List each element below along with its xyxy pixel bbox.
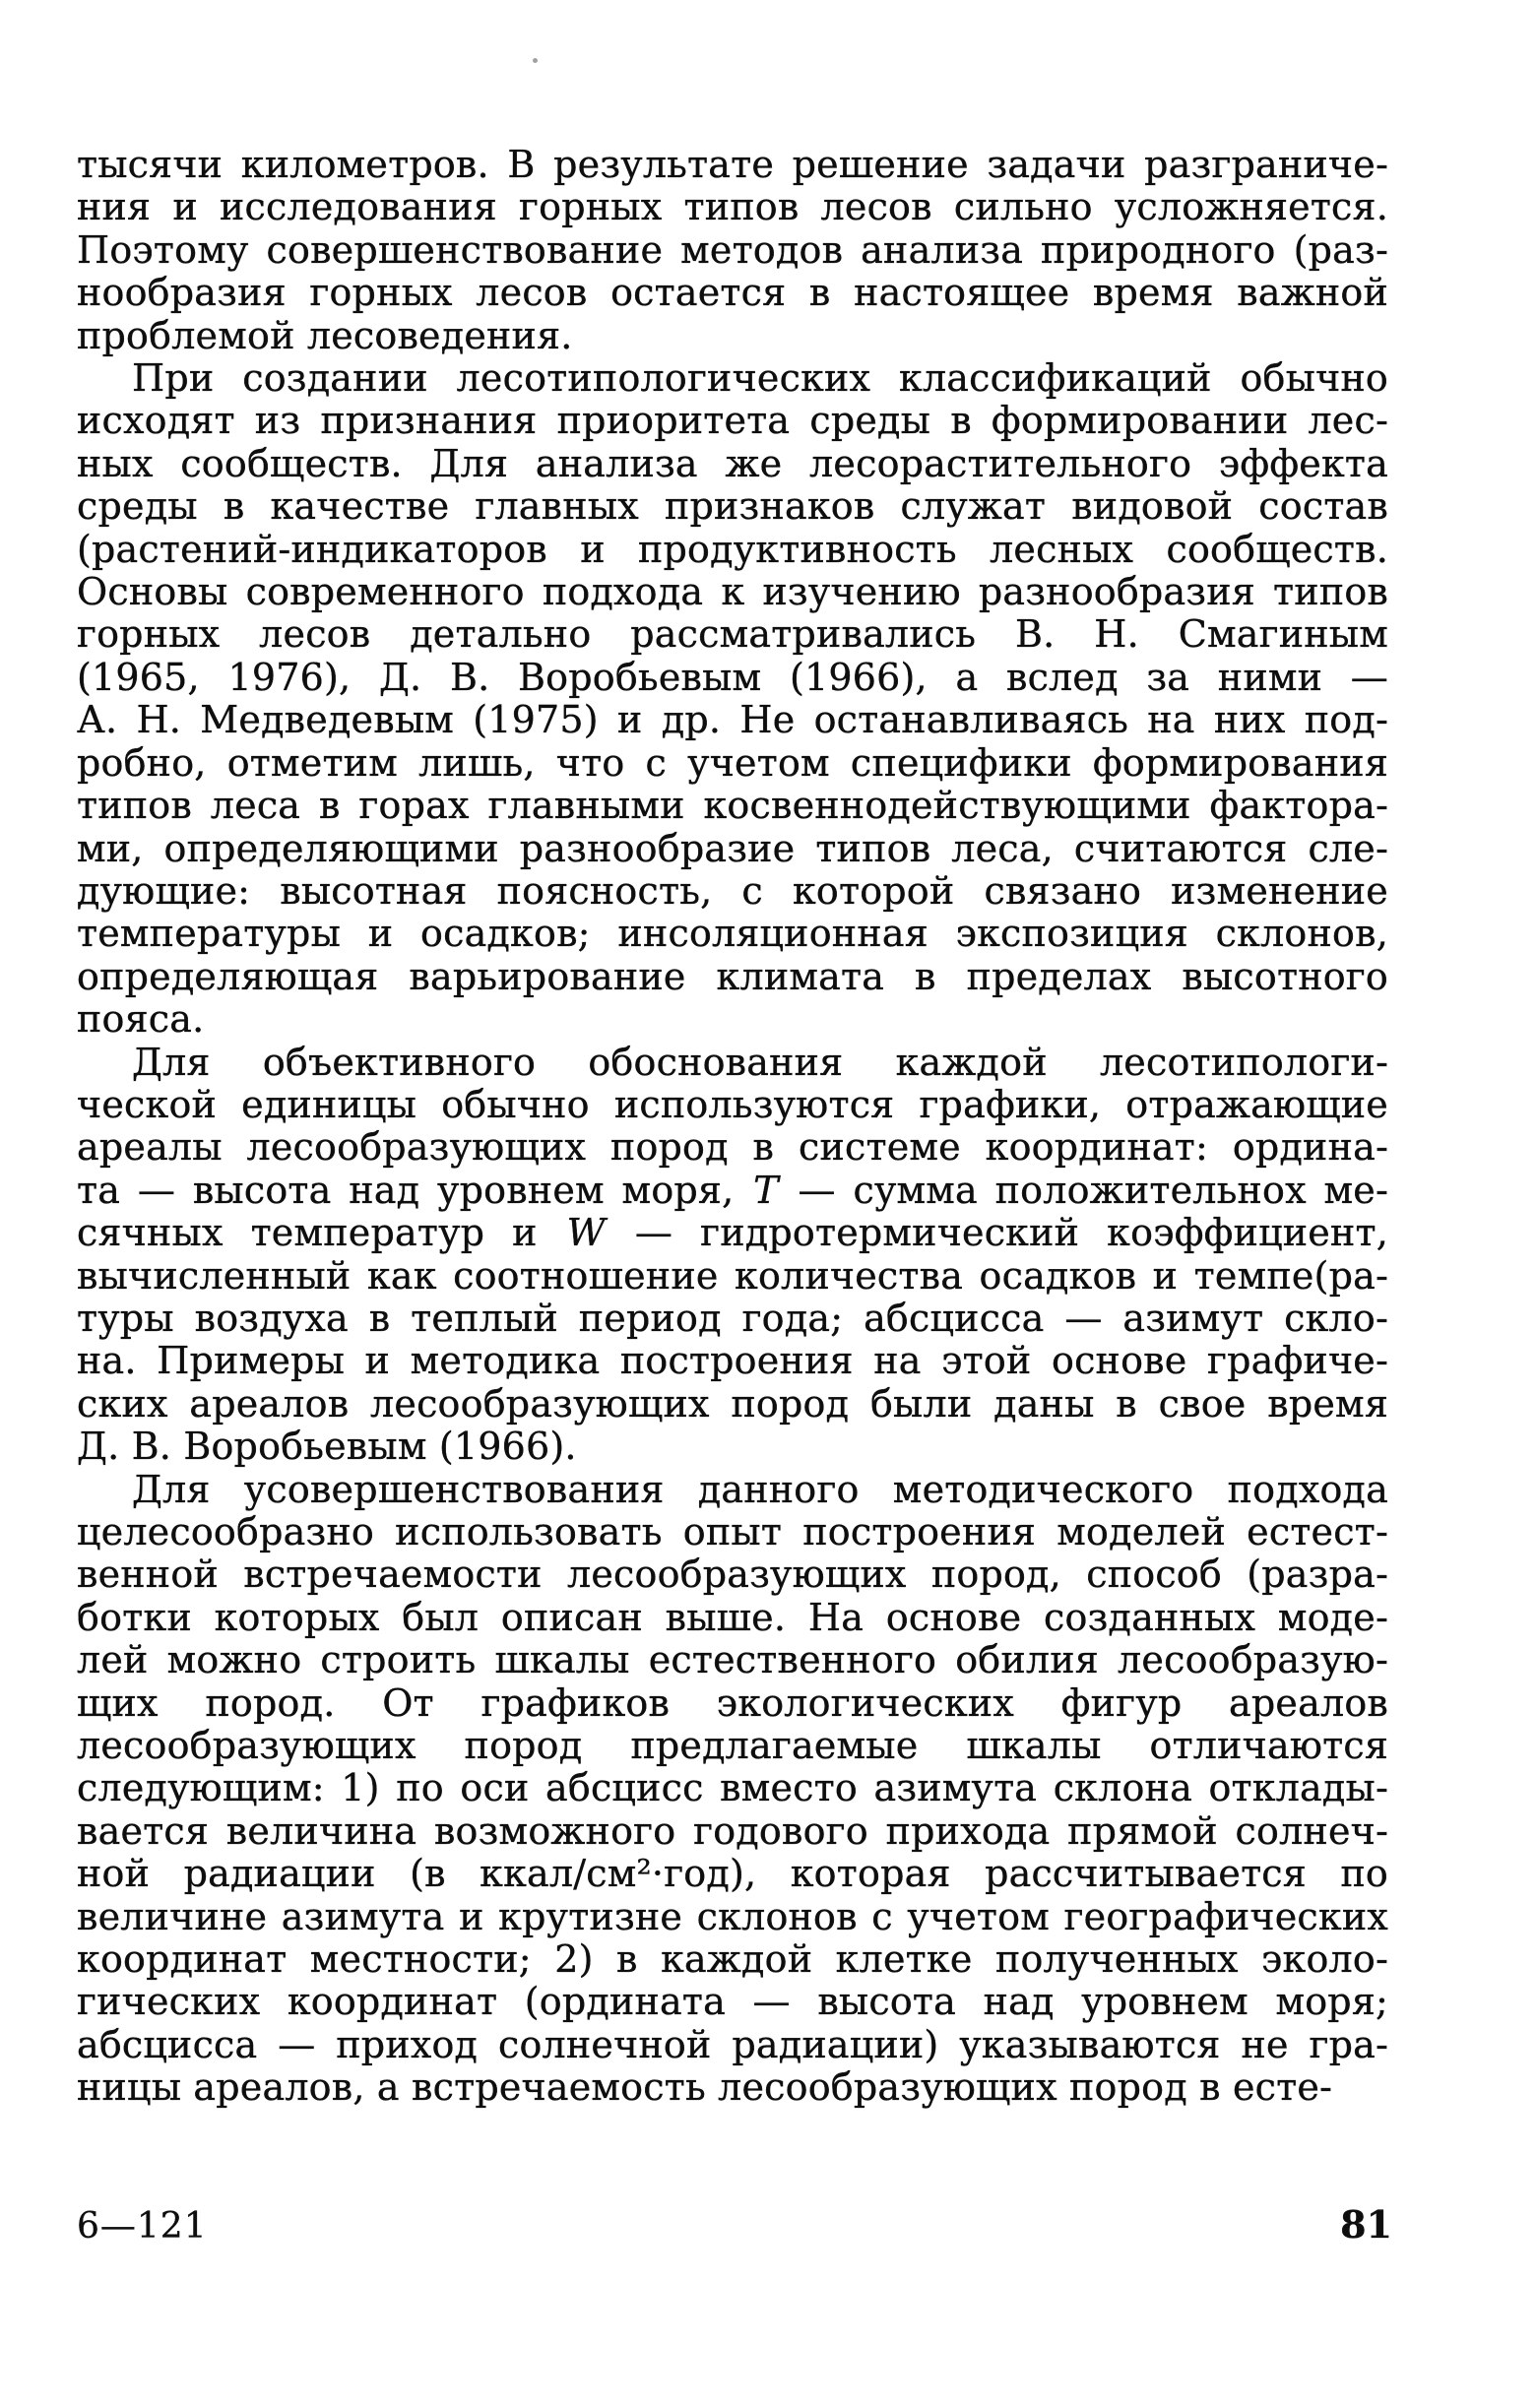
- text-line: вается величина возможного годового прихода прямой солнеч-: [77, 1808, 1388, 1853]
- text-line: ботки которых был описан выше. На основе созданных моде-: [77, 1595, 1388, 1639]
- page-footer: [77, 2202, 1392, 2247]
- text-line: определяющая варьирование климата в пределах высотного: [77, 954, 1388, 998]
- text-line: робно, отметим лишь, что с учетом специфики формирования: [77, 740, 1388, 785]
- page-number: 81: [1340, 2202, 1392, 2247]
- print-signature: 6—121: [77, 2206, 208, 2247]
- text-line: ми, определяющими разнообразие типов леса, считаются сле-: [77, 826, 1388, 870]
- text-line: лесообразующих пород предлагаемые шкалы отличаются: [77, 1724, 1388, 1768]
- text-line: Д. В. Воробьевым (1966).: [77, 1425, 577, 1469]
- text-line: вычисленный как соотношение количества осадков и темпе(ра-: [77, 1253, 1388, 1298]
- text-line: сячных температур и W — гидротермический коэффициент,: [77, 1211, 1388, 1255]
- text-line: та — высота над уровнем моря, T — сумма положительнох ме-: [77, 1168, 1388, 1212]
- text-line: проблемой лесоведения.: [77, 313, 573, 357]
- text-line: (растений-индикаторов и продуктивность лесных сообществ.: [77, 527, 1388, 571]
- text-line: венной встречаемости лесообразующих пород, способ (разра-: [77, 1553, 1388, 1597]
- text-line: (1965, 1976), Д. В. Воробьевым (1966), а вслед за ними —: [77, 655, 1388, 699]
- text-line: При создании лесотипологических классификаций обычно: [132, 356, 1388, 401]
- text-line: координат местности; 2) в каждой клетке полученных эколо-: [77, 1937, 1388, 1982]
- text-line: на. Примеры и методика построения на этой основе графиче-: [77, 1339, 1388, 1383]
- text-line: Для объективного обоснования каждой лесотипологи-: [132, 1040, 1388, 1084]
- text-line: ния и исследования горных типов лесов сильно усложняется.: [77, 185, 1388, 229]
- math-variable: T: [753, 1168, 779, 1212]
- text-line: нообразия горных лесов остается в настоящее время важной: [77, 271, 1388, 315]
- text-line: тысячи километров. В результате решение задачи разграниче-: [77, 143, 1388, 186]
- text-line: температуры и осадков; инсоляционная экспозиция склонов,: [77, 912, 1388, 956]
- text-line: гических координат (ордината — высота над уровнем моря;: [77, 1980, 1388, 2024]
- text-line: А. Н. Медведевым (1975) и др. Не останавливаясь на них под-: [77, 698, 1388, 742]
- text-line: ницы ареалов, а встречаемость лесообразующих пород в есте-: [77, 2065, 1333, 2110]
- text-line: среды в качестве главных признаков служат видовой состав: [77, 484, 1388, 529]
- page-text: [77, 144, 1388, 2110]
- text-line: дующие: высотная поясность, с которой связано изменение: [77, 868, 1388, 913]
- paragraph: [77, 1469, 1388, 2110]
- text-line: типов леса в горах главными косвеннодействующими фактора-: [77, 784, 1388, 828]
- text-line: пояса.: [77, 997, 205, 1042]
- text-line: щих пород. От графиков экологических фигур ареалов: [77, 1680, 1388, 1725]
- math-variable: W: [566, 1211, 606, 1255]
- text-line: ной радиации (в ккал/см²·год), которая рассчитывается по: [77, 1852, 1388, 1896]
- text-line: ческой единицы обычно используются графики, отражающие: [77, 1082, 1388, 1126]
- text-line: ских ареалов лесообразующих пород были даны в свое время: [77, 1381, 1388, 1426]
- paragraph: [77, 357, 1388, 1042]
- text-line: туры воздуха в теплый период года; абсцисса — азимут скло-: [77, 1296, 1388, 1340]
- text-line: исходят из признания приоритета среды в формировании лес-: [77, 399, 1388, 443]
- text-line: ных сообществ. Для анализа же лесорастительного эффекта: [77, 441, 1388, 485]
- text-line: величине азимута и крутизне склонов с учетом географических: [77, 1894, 1388, 1938]
- text-line: Поэтому совершенствование методов анализа природного (раз-: [77, 227, 1388, 272]
- text-line: горных лесов детально рассматривались В. Н. Смагиным: [77, 612, 1388, 657]
- paragraph: [77, 1042, 1388, 1469]
- text-line: целесообразно использовать опыт построения моделей естест-: [77, 1510, 1388, 1553]
- scan-speck: [533, 58, 538, 63]
- text-line: Для усовершенствования данного методического подхода: [132, 1467, 1388, 1511]
- paragraph: [77, 144, 1388, 357]
- text-line: абсцисса — приход солнечной радиации) указываются не гра-: [77, 2022, 1388, 2066]
- text-line: лей можно строить шкалы естественного обилия лесообразую-: [77, 1638, 1388, 1682]
- text-line: ареалы лесообразующих пород в системе координат: ордина-: [77, 1125, 1388, 1170]
- text-line: следующим: 1) по оси абсцисс вместо азимута склона отклады-: [77, 1766, 1388, 1810]
- text-line: Основы современного подхода к изучению разнообразия типов: [77, 570, 1388, 614]
